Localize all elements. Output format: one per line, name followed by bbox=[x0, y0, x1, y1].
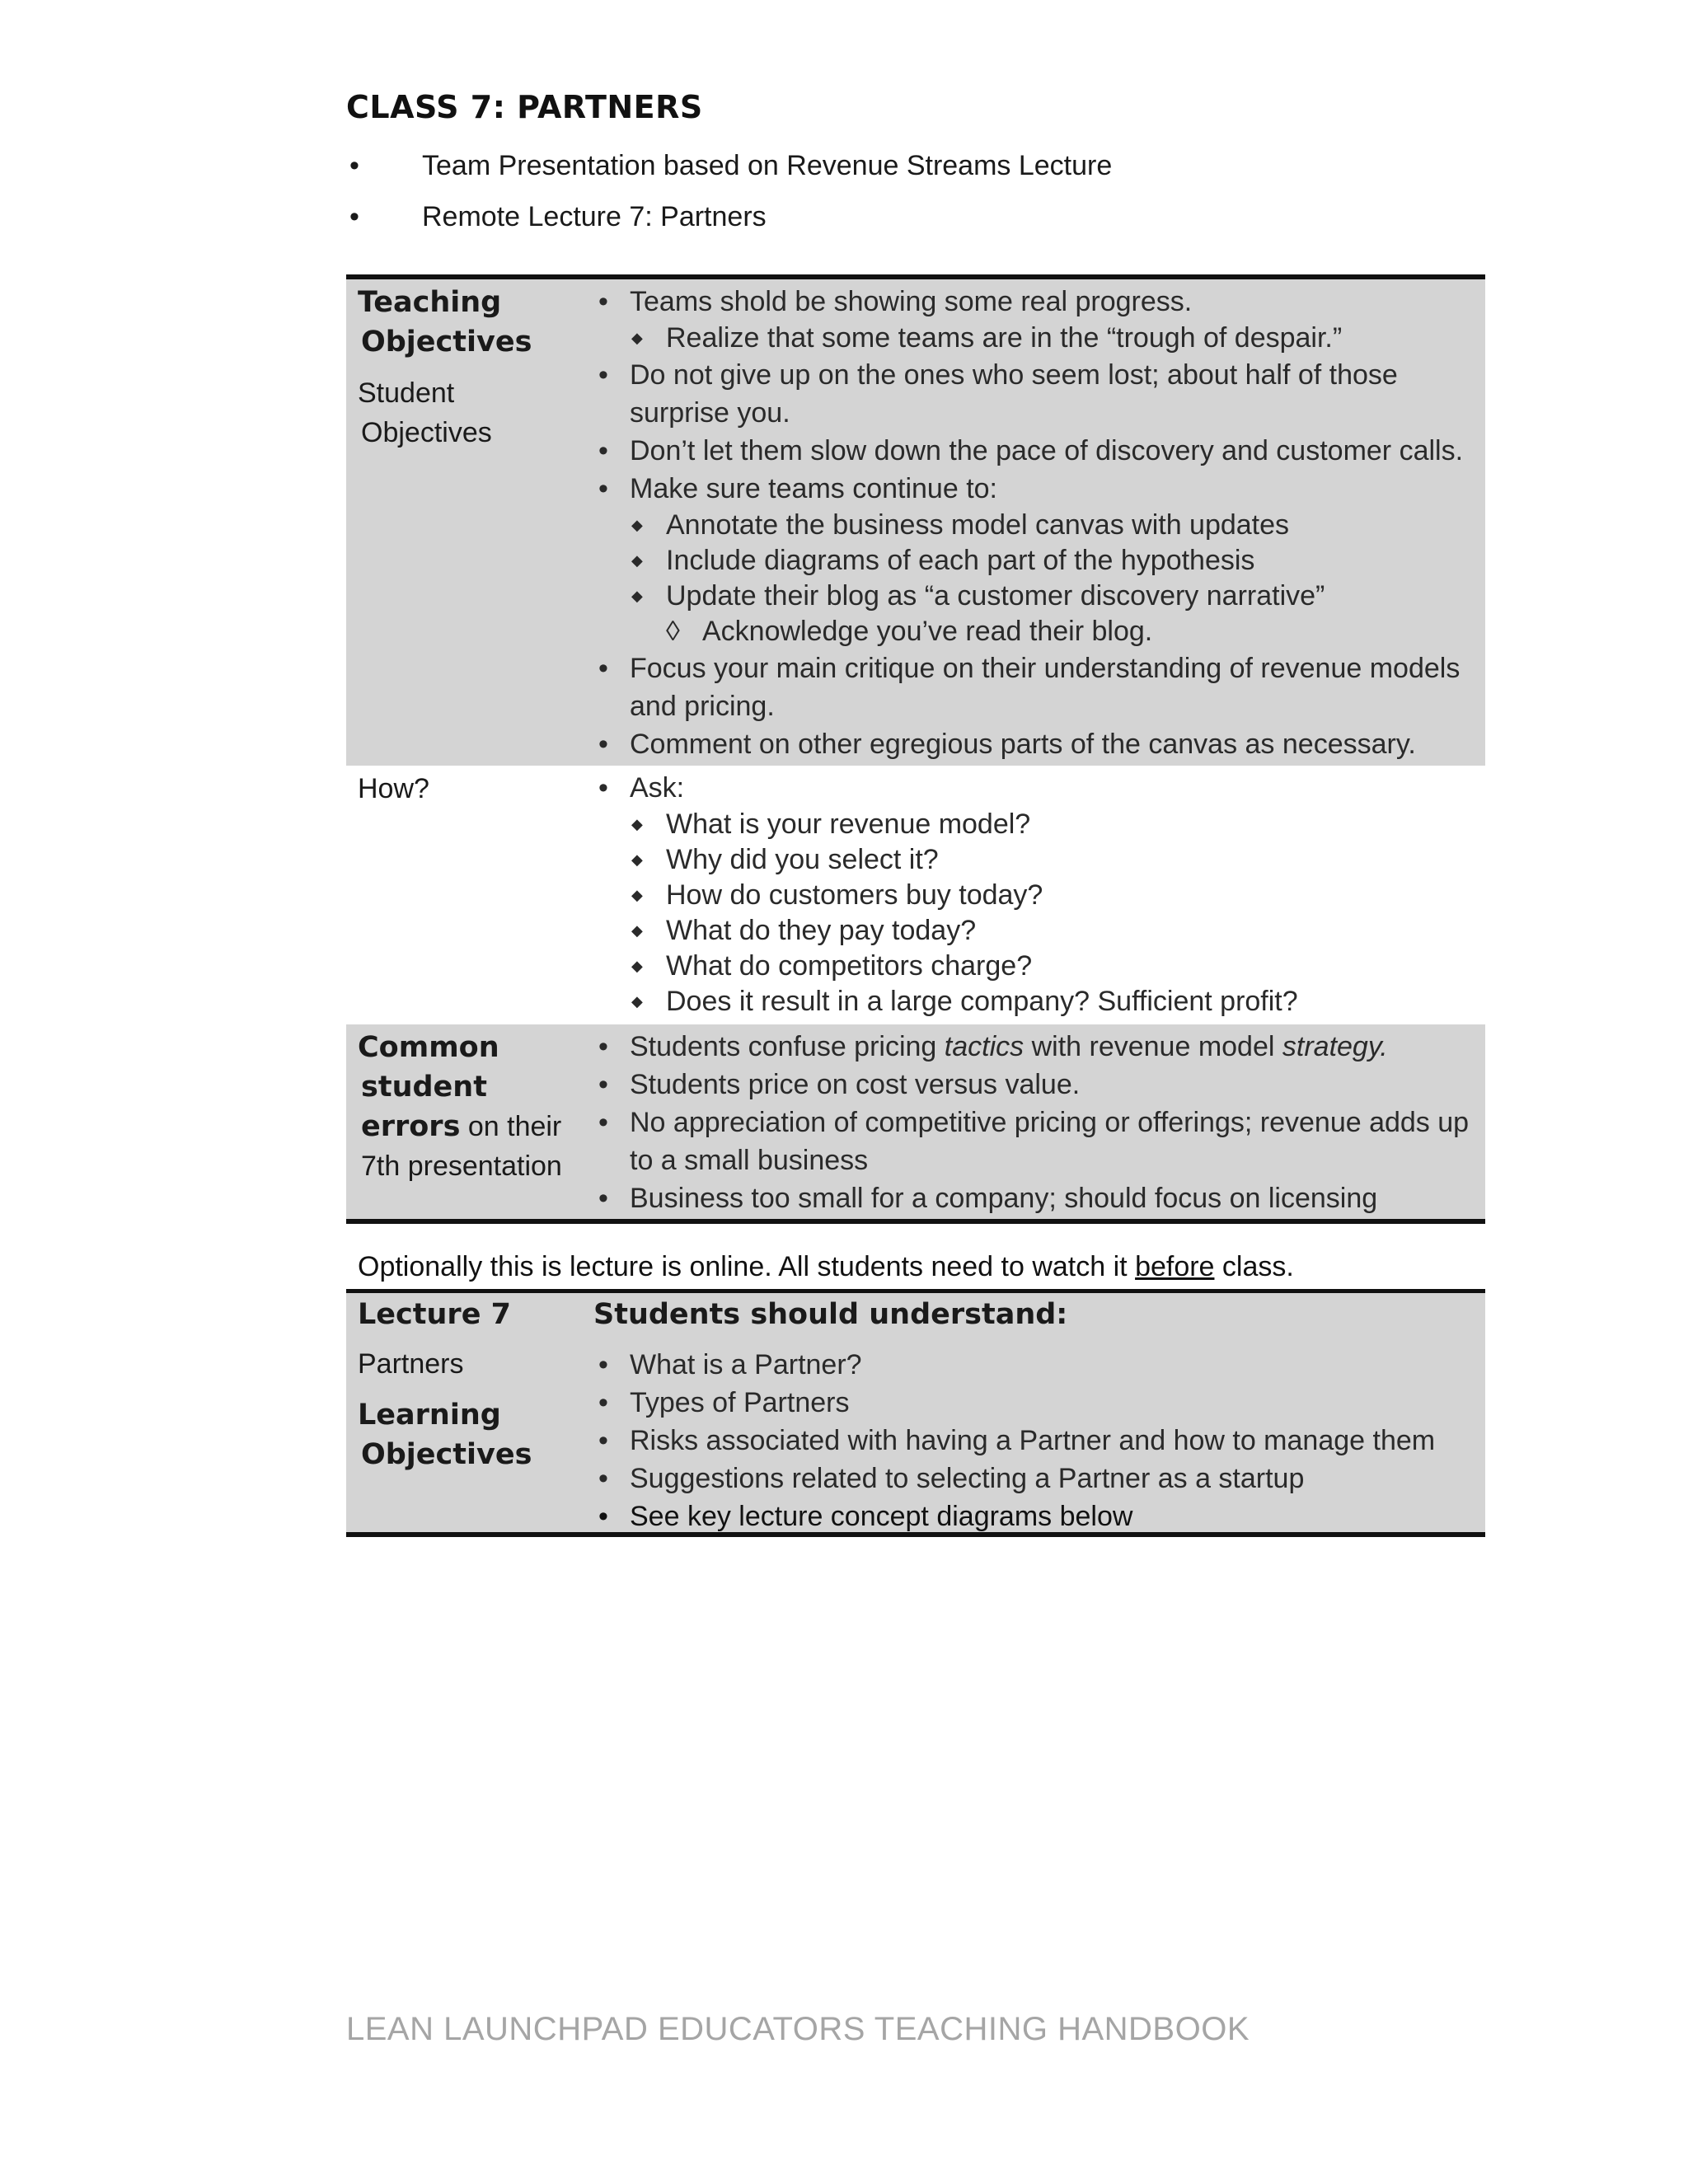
row-content bbox=[593, 279, 1485, 766]
list-item: ◆ Does it result in a large company? Sufficient profit? bbox=[593, 984, 1485, 1019]
list-item: • Types of Partners bbox=[593, 1384, 1485, 1422]
list-item: • Remote Lecture 7: Partners bbox=[346, 196, 1112, 247]
list-item: • Suggestions related to selecting a Partner as a startup bbox=[593, 1460, 1485, 1497]
list-item: • Comment on other egregious parts of the canvas as necessary. bbox=[593, 725, 1485, 763]
list-item: ◆ How do customers buy today? bbox=[593, 878, 1485, 913]
intro-list bbox=[346, 145, 1112, 247]
errors-bold: errors bbox=[361, 1110, 461, 1143]
row-content bbox=[593, 1293, 1485, 1532]
before-underline: before bbox=[1135, 1251, 1215, 1282]
student-label: student bbox=[361, 1071, 487, 1104]
lecture-objectives-list bbox=[593, 1346, 1485, 1535]
list-item: • See key lecture concept diagrams below bbox=[593, 1497, 1485, 1535]
row-label bbox=[346, 766, 593, 1024]
lecture-row bbox=[346, 1293, 1485, 1532]
objectives-table bbox=[346, 274, 1485, 1224]
list-item: ◆ Update their blog as “a customer discovery narrative” bbox=[593, 579, 1485, 614]
list-item: ◆ Annotate the business model canvas with updates bbox=[593, 508, 1485, 543]
list-item: • Risks associated with having a Partner and how to manage them bbox=[593, 1422, 1485, 1460]
row-label bbox=[346, 1024, 593, 1219]
list-item: • Students confuse pricing tactics with revenue model strategy. bbox=[593, 1028, 1485, 1066]
how-row bbox=[346, 766, 1485, 1024]
list-item: • Team Presentation based on Revenue Streams Lecture bbox=[346, 145, 1112, 196]
objectives-label: Objectives bbox=[361, 326, 532, 359]
presentation-label: 7th presentation bbox=[361, 1151, 562, 1182]
list-item: • Business too small for a company; should focus on licensing bbox=[593, 1179, 1485, 1217]
partners-label: Partners bbox=[358, 1348, 464, 1380]
learning-label: Learning bbox=[358, 1399, 501, 1432]
how-label: How? bbox=[358, 773, 429, 804]
teaching-objectives-list bbox=[593, 283, 1485, 763]
list-item: • Don’t let them slow down the pace of discovery and customer calls. bbox=[593, 432, 1485, 470]
list-item: • Teams shold be showing some real progress. bbox=[593, 283, 1485, 321]
row-label bbox=[346, 279, 593, 766]
teaching-label: Teaching bbox=[358, 286, 502, 319]
student-label: Student bbox=[358, 377, 455, 409]
learning-objectives-label: Objectives bbox=[361, 1438, 532, 1471]
students-should-understand-heading: Students should understand: bbox=[593, 1298, 1068, 1331]
row-content bbox=[593, 766, 1485, 1024]
lecture-table bbox=[346, 1289, 1485, 1537]
page-footer: LEAN LAUNCHPAD EDUCATORS TEACHING HANDBOOK bbox=[346, 2011, 1250, 2047]
student-objectives-label: Objectives bbox=[361, 417, 492, 448]
list-item: • No appreciation of competitive pricing or offerings; revenue adds up to a small business bbox=[593, 1104, 1485, 1179]
common-label: Common bbox=[358, 1031, 499, 1064]
row-label bbox=[346, 1293, 593, 1532]
common-errors-list bbox=[593, 1028, 1485, 1217]
how-list bbox=[593, 769, 1485, 1019]
list-item: • Students price on cost versus value. bbox=[593, 1066, 1485, 1104]
list-item: ◆ What do they pay today? bbox=[593, 913, 1485, 949]
list-item: • Do not give up on the ones who seem lost; about half of those surprise you. bbox=[593, 356, 1485, 432]
page-title: CLASS 7: PARTNERS bbox=[346, 89, 703, 125]
list-item: • Make sure teams continue to: bbox=[593, 470, 1485, 508]
row-content bbox=[593, 1024, 1485, 1219]
errors-label bbox=[358, 1107, 593, 1146]
lecture-label: Lecture 7 bbox=[358, 1298, 511, 1331]
list-item: ◆ What do competitors charge? bbox=[593, 949, 1485, 984]
list-item: • What is a Partner? bbox=[593, 1346, 1485, 1384]
common-errors-row bbox=[346, 1024, 1485, 1219]
errors-rest: on their bbox=[460, 1111, 562, 1142]
list-item: ◆ Include diagrams of each part of the hypothesis bbox=[593, 543, 1485, 579]
teaching-objectives-row bbox=[346, 279, 1485, 766]
list-item: • Ask: bbox=[593, 769, 1485, 807]
list-item: ◆ What is your revenue model? bbox=[593, 807, 1485, 842]
list-item: ◆ Realize that some teams are in the “trough of despair.” bbox=[593, 321, 1485, 356]
online-note: Optionally this is lecture is online. All students need to watch it before class. bbox=[358, 1251, 1294, 1282]
list-item: ◊ Acknowledge you’ve read their blog. bbox=[593, 614, 1485, 649]
list-item: ◆ Why did you select it? bbox=[593, 842, 1485, 878]
list-item: • Focus your main critique on their understanding of revenue models and pricing. bbox=[593, 649, 1485, 725]
